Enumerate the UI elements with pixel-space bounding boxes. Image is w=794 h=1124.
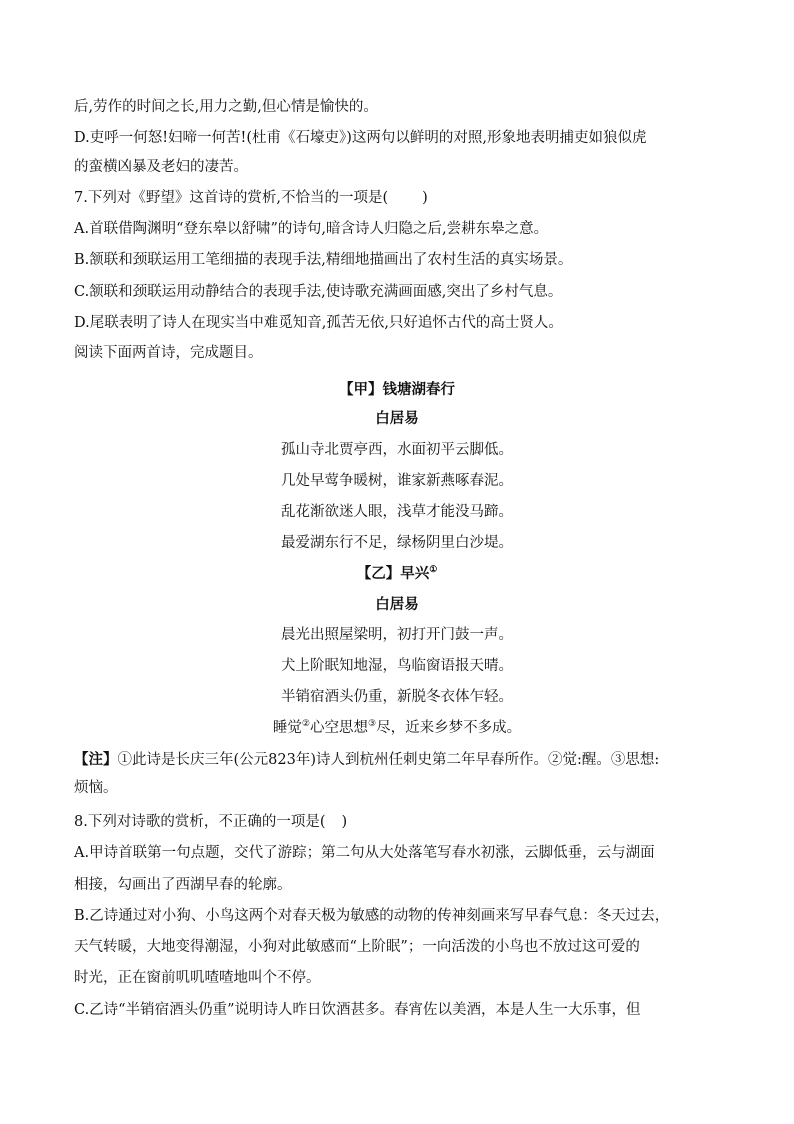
question-7-stem-text: 7.下列对《野望》这首诗的赏析,不恰当的一项是( (74, 190, 389, 206)
poem-1-line: 孤山寺北贾亭西，水面初平云脚低。 (281, 442, 513, 458)
question-8-stem (74, 812, 724, 832)
poem-2-line: 半销宿酒头仍重，新脱冬衣体乍轻。 (281, 689, 513, 705)
question-8-option-b-continuation: 天气转暖，大地变得潮湿，小狗对此敏感而“上阶眠”；一向活泼的小鸟也不放过这可爱的 (74, 939, 640, 955)
footnote-marker: ② (301, 719, 310, 730)
poem-2-line-part: 心空思想 (310, 720, 368, 736)
poem-2-author: 白居易 (375, 596, 419, 613)
question-7-option-a: A.首联借陶渊明“登东皋以舒啸”的诗句,暗含诗人归隐之后,尝耕东皋之意。 (74, 221, 549, 237)
poem-2-line-part: 尽，近来乡梦不多成。 (376, 720, 522, 736)
poem-1-line: 乱花渐欲迷人眼，浅草才能没马蹄。 (281, 504, 513, 520)
question-7-stem-close: ) (422, 190, 428, 206)
annotation-note-continuation: 烦恼。 (74, 780, 118, 796)
question-8-option-a-continuation: 相接，勾画出了西湖早春的轮廓。 (74, 877, 292, 893)
poem-1-line: 最爱湖东行不足，绿杨阴里白沙堤。 (281, 535, 513, 551)
poem-2-title (0, 564, 794, 584)
question-8-option-b: B.乙诗通过对小狗、小鸟这两个对春天极为敏感的动物的传神刻画来写早春气息：冬天过去， (74, 908, 670, 924)
poem-2-title-text: 【乙】早兴 (356, 565, 430, 582)
poem-2-line: 晨光出照屋梁明，初打开门鼓一声。 (281, 627, 513, 643)
poem-1-title: 【甲】钱塘湖春行 (339, 381, 455, 398)
question-7-stem (74, 188, 724, 208)
question-7-option-b: B.颔联和颈联运用工笔细描的表现手法,精细地描画出了农村生活的真实场景。 (74, 252, 573, 268)
question-8-option-b-continuation: 时光，正在窗前叽叽喳喳地叫个不停。 (74, 970, 321, 986)
poem-1-line: 几处早莺争暖树，谁家新燕啄春泥。 (281, 473, 513, 489)
question-7-option-c: C.颔联和颈联运用动静结合的表现手法,使诗歌充满画面感,突出了乡村气息。 (74, 284, 563, 300)
option-d-continuation: 的蛮横凶暴及老妇的凄苦。 (74, 159, 248, 175)
option-d-previous-question: D.吏呼一何怒!妇啼一何苦!(杜甫《石壕吏》)这两句以鲜明的对照,形象地表明捕吏如狼似虎 (74, 130, 647, 146)
annotation-text: ①此诗是长庆三年(公元823年)诗人到杭州任刺史第二年早春所作。②觉:醒。③思想: (117, 752, 660, 768)
annotation-label: 【注】 (74, 751, 118, 768)
text-line-continuation: 后,劳作的时间之长,用力之勤,但心情是愉快的。 (74, 99, 378, 115)
question-8-option-a: A.甲诗首联第一句点题，交代了游踪；第二句从大处落笔写春水初涨，云脚低垂，云与湖面 (74, 845, 655, 861)
poem-2-line: 犬上阶眠知地湿，鸟临窗语报天晴。 (281, 658, 513, 674)
question-8-stem-text: 8.下列对诗歌的赏析，不正确的一项是( (74, 814, 326, 830)
poem-2-line-part: 睡觉 (272, 720, 302, 736)
annotation-note (74, 750, 724, 770)
reading-instruction: 阅读下面两首诗，完成题目。 (74, 345, 263, 361)
question-7-option-d: D.尾联表明了诗人在现实当中难觅知音,孤苦无依,只好追怀古代的高士贤人。 (74, 315, 563, 331)
question-8-option-c: C.乙诗“半销宿酒头仍重”说明诗人昨日饮酒甚多。春宵佐以美酒，本是人生一大乐事，但 (74, 1002, 641, 1018)
poem-2-line (0, 718, 794, 738)
footnote-marker: ① (429, 565, 438, 576)
poem-1-author: 白居易 (375, 410, 419, 427)
question-8-stem-close: ) (341, 814, 348, 830)
footnote-marker: ③ (368, 719, 377, 730)
